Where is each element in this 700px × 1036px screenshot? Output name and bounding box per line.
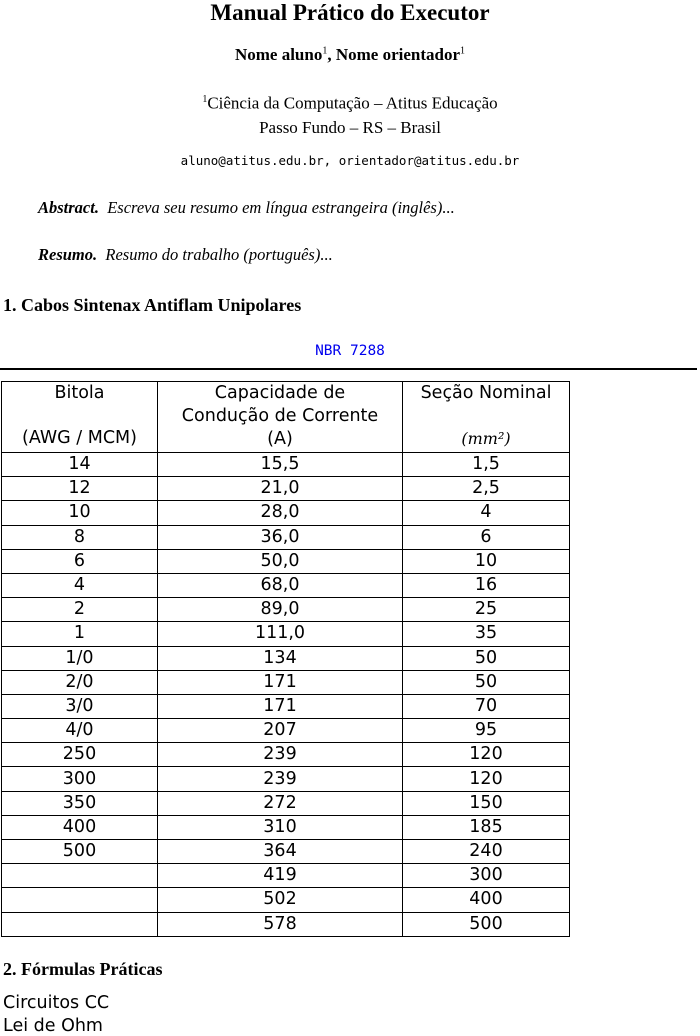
header-capacidade-line-2: Condução de Corrente — [181, 406, 379, 426]
table-cell-capacidade: 21,0 — [158, 477, 403, 501]
paper-title: Manual Prático do Executor — [210, 0, 490, 25]
abstract-label: Abstract. — [38, 198, 99, 217]
header-bitola-label: Bitola — [54, 383, 105, 403]
table-row — [2, 864, 570, 888]
table-cell-bitola: 1 — [2, 622, 158, 646]
table-cell-secao: 300 — [403, 864, 570, 888]
table-cell-capacidade: 419 — [158, 864, 403, 888]
affiliation — [0, 88, 700, 140]
table-row — [2, 501, 570, 525]
table-cell-bitola: 400 — [2, 815, 158, 839]
table-cell-capacidade: 207 — [158, 719, 403, 743]
table-row — [2, 888, 570, 912]
table-cell-secao: 185 — [403, 815, 570, 839]
table-cell-bitola: 6 — [2, 549, 158, 573]
author-student-sup: 1 — [322, 45, 328, 57]
table-row — [2, 646, 570, 670]
table-cell-capacidade: 272 — [158, 791, 403, 815]
table-row — [2, 840, 570, 864]
table-cell-bitola: 4/0 — [2, 719, 158, 743]
table-cell-capacidade: 89,0 — [158, 598, 403, 622]
table-cell-capacidade: 15,5 — [158, 453, 403, 477]
table-cell-bitola — [2, 864, 158, 888]
table-row — [2, 719, 570, 743]
table-cell-bitola: 300 — [2, 767, 158, 791]
table-cell-bitola: 250 — [2, 743, 158, 767]
author-separator: , — [327, 45, 336, 64]
table-cell-secao: 25 — [403, 598, 570, 622]
table-cell-capacidade: 68,0 — [158, 573, 403, 597]
table-row — [2, 743, 570, 767]
author-emails: aluno@atitus.edu.br, orientador@atitus.edu.br — [180, 153, 520, 168]
table-cell-secao: 95 — [403, 719, 570, 743]
table-row — [2, 453, 570, 477]
table-cell-capacidade: 50,0 — [158, 549, 403, 573]
table-cell-capacidade: 171 — [158, 694, 403, 718]
table-cell-secao: 50 — [403, 670, 570, 694]
table-cell-capacidade: 28,0 — [158, 501, 403, 525]
resumo-label: Resumo. — [38, 245, 98, 264]
table-cell-secao: 500 — [403, 912, 570, 936]
affiliation-sup: 1 — [202, 94, 208, 105]
table-cell-capacidade: 310 — [158, 815, 403, 839]
resumo-text: Resumo do trabalho (português)... — [105, 245, 333, 264]
table-cell-secao: 240 — [403, 840, 570, 864]
table-cell-capacidade: 36,0 — [158, 525, 403, 549]
table-cell-capacidade: 239 — [158, 743, 403, 767]
header-bitola — [2, 382, 158, 453]
table-cell-capacidade: 239 — [158, 767, 403, 791]
table-cell-bitola: 12 — [2, 477, 158, 501]
table-row — [2, 767, 570, 791]
table-cell-bitola: 2/0 — [2, 670, 158, 694]
table-cell-secao: 120 — [403, 767, 570, 791]
table-cell-bitola: 3/0 — [2, 694, 158, 718]
table-cell-bitola — [2, 912, 158, 936]
standard-link[interactable]: NBR 7288 — [315, 343, 385, 359]
table-body — [2, 453, 570, 937]
section-1-heading: 1. Cabos Sintenax Antiflam Unipolares — [3, 295, 302, 315]
table-row — [2, 694, 570, 718]
abstract-paragraph — [38, 198, 455, 218]
table-cell-secao: 6 — [403, 525, 570, 549]
affiliation-line-1: Ciência da Computação – Atitus Educação — [207, 93, 498, 113]
table-cell-capacidade: 502 — [158, 888, 403, 912]
header-bitola-unit: (AWG / MCM) — [22, 428, 137, 448]
circuitos-cc-label: Circuitos CC — [3, 993, 110, 1013]
table-row — [2, 525, 570, 549]
table-cell-secao: 2,5 — [403, 477, 570, 501]
header-secao — [403, 382, 570, 453]
table-cell-capacidade: 364 — [158, 840, 403, 864]
author-advisor: Nome orientador — [335, 45, 461, 64]
horizontal-rule — [0, 368, 697, 370]
table-cell-secao: 50 — [403, 646, 570, 670]
header-capacidade — [158, 382, 403, 453]
table-row — [2, 791, 570, 815]
table-row — [2, 477, 570, 501]
table-cell-secao: 70 — [403, 694, 570, 718]
table-cell-capacidade: 134 — [158, 646, 403, 670]
table-cell-bitola: 500 — [2, 840, 158, 864]
table-cell-bitola: 2 — [2, 598, 158, 622]
resumo-paragraph — [38, 245, 333, 265]
table-cell-secao: 120 — [403, 743, 570, 767]
table-header-row — [2, 382, 570, 453]
table-cell-bitola: 4 — [2, 573, 158, 597]
lei-de-ohm-label: Lei de Ohm — [3, 1016, 103, 1036]
table-cell-secao: 10 — [403, 549, 570, 573]
author-advisor-sup: 1 — [460, 45, 466, 57]
header-capacidade-unit: (A) — [267, 429, 293, 449]
table-row — [2, 573, 570, 597]
table-cell-secao: 35 — [403, 622, 570, 646]
table-cell-bitola: 1/0 — [2, 646, 158, 670]
author-student: Nome aluno — [234, 45, 323, 64]
table-cell-bitola — [2, 888, 158, 912]
header-secao-label: Seção Nominal — [420, 383, 552, 403]
table-row — [2, 622, 570, 646]
cable-table — [1, 381, 570, 937]
table-cell-secao: 400 — [403, 888, 570, 912]
abstract-text: Escreva seu resumo em língua estrangeira (inglês)... — [107, 198, 455, 217]
table-cell-bitola: 10 — [2, 501, 158, 525]
table-cell-secao: 16 — [403, 573, 570, 597]
table-cell-bitola: 8 — [2, 525, 158, 549]
table-row — [2, 598, 570, 622]
table-cell-secao: 150 — [403, 791, 570, 815]
section-2-heading: 2. Fórmulas Práticas — [3, 959, 163, 979]
table-row — [2, 912, 570, 936]
header-secao-unit: (mm²) — [461, 429, 511, 448]
table-cell-secao: 4 — [403, 501, 570, 525]
table-cell-secao: 1,5 — [403, 453, 570, 477]
table-cell-capacidade: 578 — [158, 912, 403, 936]
table-cell-bitola: 350 — [2, 791, 158, 815]
authors-line — [0, 45, 700, 65]
table-cell-bitola: 14 — [2, 453, 158, 477]
table-cell-capacidade: 171 — [158, 670, 403, 694]
table-row — [2, 670, 570, 694]
header-capacidade-line-1: Capacidade de — [214, 383, 346, 403]
table-row — [2, 549, 570, 573]
table-cell-capacidade: 111,0 — [158, 622, 403, 646]
affiliation-line-2: Passo Fundo – RS – Brasil — [259, 117, 441, 137]
table-row — [2, 815, 570, 839]
